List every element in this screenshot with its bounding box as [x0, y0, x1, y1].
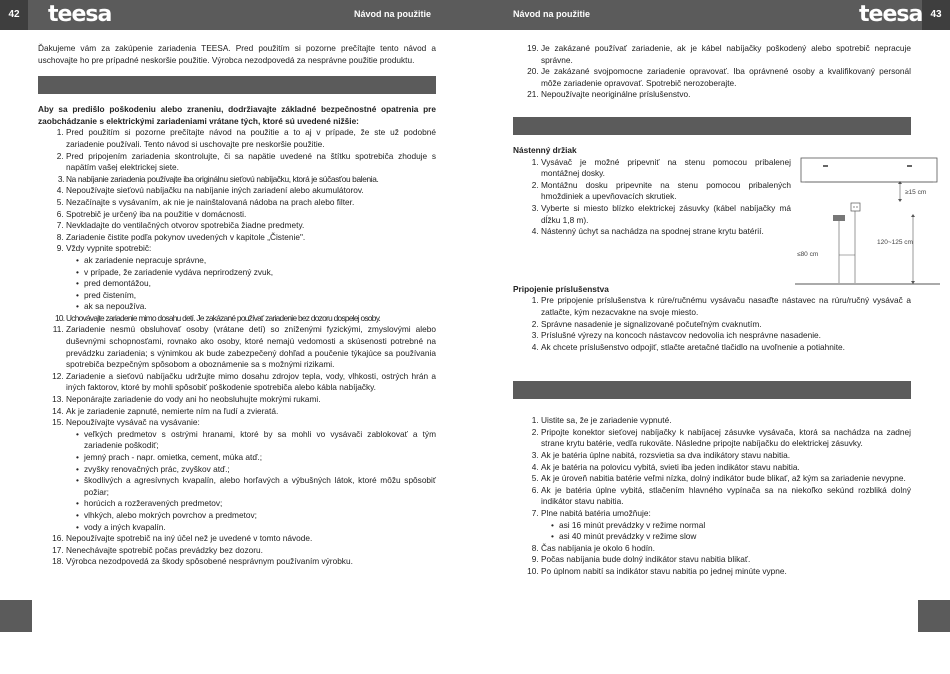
- list-item: 1. Pre pripojenie príslušenstva k rúre/ručnému vysávaču nasaďte nástavec na rúru/ručný vysávač a zatlačte, kým nezacvakne na svoje miesto.: [541, 295, 911, 318]
- list-item: 16. Nepoužívajte spotrebič na iný účel než je uvedené v tomto návode.: [66, 533, 436, 545]
- mount-plate-icon: [833, 215, 845, 221]
- list-item: • vody a iných kvapalín.: [76, 522, 436, 534]
- safety-list-continued: [38, 313, 436, 533]
- list-item: 20. Je zakázané svojpomocne zariadenie opravovať. Iba oprávnené osoby a kvalifikovaný personál môže zariadenie opravovať. Spotrebič nerozoberajte.: [541, 66, 911, 89]
- list-item: • asi 16 minút prevádzky v režime normal: [551, 520, 911, 532]
- list-item: • veľkých predmetov s ostrými hranami, ktoré by sa mohli vo vysávači zablokovať a tým zariadenie poškodiť;: [76, 429, 436, 452]
- list-item: 1. Vysávač je možné pripevniť na stenu pomocou pribalenej montážnej dosky.: [541, 157, 791, 180]
- height-label: 120~125 cm: [877, 239, 913, 246]
- list-item: 8. Zariadenie čistite podľa pokynov uvedených v kapitole „Čistenie".: [66, 232, 436, 244]
- list-item: • jemný prach - napr. omietka, cement, múka atď.;: [76, 452, 436, 464]
- list-item: 4. Nepoužívajte sieťovú nabíjačku na nabíjanie iných zariadení alebo akumulátorov.: [66, 185, 436, 197]
- left-page-header: [0, 0, 475, 30]
- list-item: 1. Pred použitím si pozorne prečítajte návod na použitie a to aj v prípade, že ste už podobné zariadenie používali. Tento návod si uschovajte pre neskoršie použitie.: [66, 127, 436, 150]
- right-side-tab: [918, 600, 950, 632]
- accessories-heading: Pripojenie príslušenstva: [513, 283, 609, 294]
- list-item: • ak sa nepoužíva.: [76, 301, 436, 313]
- list-item: 3. Príslušné výrezy na koncoch nástavcov nedovolia ich nesprávne nasadenie.: [541, 330, 911, 342]
- bullet-list: [66, 429, 436, 533]
- wall-mount-heading: Nástenný držiak: [513, 144, 577, 155]
- bullet-list: [541, 520, 911, 543]
- list-item: 10. Po úplnom nabití sa indikátor stavu nabitia po jednej minúte vypne.: [541, 566, 911, 578]
- list-item: 14. Ak je zariadenie zapnuté, nemierte ním na ľudí a zvieratá.: [66, 406, 436, 418]
- left-page-number: 42: [0, 0, 28, 30]
- list-item: 6. Spotrebič je určený iba na použitie v domácnosti.: [66, 209, 436, 221]
- list-item: 9. Počas nabíjania bude dolný indikátor stavu nabitia blikať.: [541, 554, 911, 566]
- list-item: 21. Nepoužívajte neoriginálne príslušenstvo.: [541, 89, 911, 101]
- safety-lead: Aby sa predišlo poškodeniu alebo zraneniu, dodržiavajte základné bezpečnostné opatrenia pre zaobchádzanie s elektrickými zariadeniami vrátane tých, ktoré sú uvedené nižšie:: [38, 104, 436, 126]
- list-item: 13. Neponárajte zariadenie do vody ani ho neobsluhujte mokrými rukami.: [66, 394, 436, 406]
- list-item: • škodlivých a agresívnych kvapalín, alebo horľavých a výbušných látok, ktoré môžu spôsobiť požiar;: [76, 475, 436, 498]
- list-item: • pred čistením,: [76, 290, 436, 302]
- wall-mount-diagram: [795, 155, 940, 285]
- list-item: 18. Výrobca nezodpovedá za škody spôsobené nesprávnym používaním výrobku.: [66, 556, 436, 568]
- list-item: • vlhkých, alebo mokrých povrchov a predmetov;: [76, 510, 436, 522]
- list-item: 8. Čas nabíjania je okolo 6 hodín.: [541, 543, 911, 555]
- list-item: 2. Montážnu dosku pripevnite na stenu pomocou pribalených hmoždiniek a upevňovacích skrutiek.: [541, 180, 791, 203]
- accessories-list: [513, 295, 911, 353]
- list-item: • horúcich a rozžeravených predmetov;: [76, 498, 436, 510]
- side-distance-label: ≤80 cm: [797, 251, 819, 258]
- list-item: 3. Ak je batéria úplne nabitá, rozsvietia sa dva indikátory stavu nabitia.: [541, 450, 911, 462]
- list-item: 7. Plne nabitá batéria umožňuje: • asi 16 minút prevádzky v režime normal • asi 40 minút prevádzky v režime slow: [541, 508, 911, 543]
- safety-list-end: [38, 533, 436, 568]
- list-item: • pred demontážou,: [76, 278, 436, 290]
- left-side-tab: [0, 600, 32, 632]
- teesa-logo-right: teesa: [859, 2, 923, 27]
- list-item: 9. Vždy vypnite spotrebič: • ak zariadenie nepracuje správne, • v prípade, že zariadenie vydáva neprirodzený zvuk, • pred demontážou, • pred čistením, • ak sa nepoužíva.: [66, 243, 436, 313]
- list-item: 1. Uistite sa, že je zariadenie vypnuté.: [541, 415, 911, 427]
- wall-mount-list: [513, 157, 791, 238]
- charging-list-continued: [513, 543, 911, 578]
- cabinet-shape: [801, 158, 937, 182]
- list-item: • ak zariadenie nepracuje správne,: [76, 255, 436, 267]
- right-page-number: 43: [922, 0, 950, 30]
- list-item: 12. Zariadenie a sieťovú nabíjačku udržujte mimo dosahu zdrojov tepla, vody, vlhkosti, ostrých hrán a iných faktorov, ktoré by mohli spôsobiť poškodenie spotrebiča alebo kábla nabíjačky.: [66, 371, 436, 394]
- list-item: 3. Na nabíjanie zariadenia používajte iba originálnu sieťovú nabíjačku, ktorá je súčasťou balenia.: [66, 174, 436, 186]
- list-item: 19. Je zakázané používať zariadenie, ak je kábel nabíjačky poškodený alebo spotrebič nepracuje správne.: [541, 43, 911, 66]
- left-header-title: Návod na použitie: [354, 9, 432, 19]
- teesa-logo-left: teesa: [48, 2, 112, 27]
- list-item: 5. Ak je úroveň nabitia batérie veľmi nízka, dolný indikátor bude blikať, až kým sa zariadenie nevypne.: [541, 473, 911, 485]
- bullet-list: [66, 255, 436, 313]
- right-page-header: [475, 0, 950, 30]
- list-item: 2. Správne nasadenie je signalizované počuteľným cvaknutím.: [541, 319, 911, 331]
- list-item: 11. Zariadenie nesmú obsluhovať osoby (vrátane detí) so zníženými fyzickými, zmyslovými alebo duševnými schopnosťami, rovnako ako osoby, ktoré nemajú vedomosti a skúsenosti potrebné na prevádzku zariadenia; s výnimkou ak bude zabezpečený dohľad a poučenie týkajúce sa používania spotrebiča bezpečným spôsobom a oboznámenie sa s možnými rizikami.: [66, 324, 436, 370]
- list-item: 7. Nevkladajte do ventilačných otvorov spotrebiča žiadne predmety.: [66, 220, 436, 232]
- list-item: 4. Ak chcete príslušenstvo odpojiť, stlačte aretačné tlačidlo na uvoľnenie a potiahnite.: [541, 342, 911, 354]
- charging-section-banner: [513, 381, 911, 399]
- wall-socket-icon: [851, 203, 860, 211]
- list-item: • zvyšky renovačných prác, zvyškov atď.;: [76, 464, 436, 476]
- list-item: • v prípade, že zariadenie vydáva neprirodzený zvuk,: [76, 267, 436, 279]
- list-item: 3. Vyberte si miesto blízko elektrickej zásuvky (kábel nabíjačky má dĺžku 1,8 m).: [541, 203, 791, 226]
- list-item: 17. Nenechávajte spotrebič počas prevádzky bez dozoru.: [66, 545, 436, 557]
- safety-section-banner: [38, 76, 436, 94]
- left-column: [38, 43, 436, 568]
- list-item: 15. Nepoužívajte vysávač na vysávanie: • veľkých predmetov s ostrými hranami, ktoré by sa mohli vo vysávači zablokovať a tým zariadenie poškodiť; • jemný prach - napr. omietka, cement, múka atď.; • zvyšky renovačných prác, zvyškov atď.; • škodlivých a agresívnych kvapalín, alebo horľavých a výbušných látok, ktoré môžu spôsobiť požiar; • horúcich a rozžeravených predmetov; • vlhkých, alebo mokrých povrchov a predmetov; • vody a iných kvapalín.: [66, 417, 436, 533]
- charging-list: [513, 415, 911, 543]
- right-column: [513, 43, 911, 578]
- intro-paragraph: Ďakujeme vám za zakúpenie zariadenia TEESA. Pred použitím si pozorne prečítajte tento návod a uschovajte ho pre prípadné neskoršie použitie. Výrobca nezodpovedá za nesprávne použitie produktu.: [38, 43, 436, 65]
- list-item: 2. Pripojte konektor sieťovej nabíjačky k nabíjacej zásuvke vysávača, ktorá sa nachádza na zadnej strane krytu batérie, vedľa rukoväte. Následne pripojte nabíjačku do elektrickej zásuvky.: [541, 427, 911, 450]
- installation-section-banner: [513, 117, 911, 135]
- list-item: 2. Pred pripojením zariadenia skontrolujte, či sa napätie uvedené na štítku spotrebiča zhoduje s napätím vašej elektrickej siete.: [66, 151, 436, 174]
- list-item: 4. Ak je batéria na polovicu vybitá, svieti iba jeden indikátor stavu nabitia.: [541, 462, 911, 474]
- list-item: 5. Nezačínajte s vysávaním, ak nie je nainštalovaná nádoba na prach alebo filter.: [66, 197, 436, 209]
- list-item: 10. Uchovávajte zariadenie mimo dosahu detí. Je zakázané používať zariadenie bez dozoru dospelej osoby.: [66, 313, 436, 325]
- safety-list: [38, 127, 436, 313]
- right-header-title: Návod na použitie: [513, 9, 591, 19]
- clearance-label: ≥15 cm: [905, 189, 927, 196]
- list-item: 6. Ak je batéria úplne vybitá, stlačením hlavného vypínača sa na niekoľko sekúnd rozbliká dolný indikátor stavu nabitia.: [541, 485, 911, 508]
- list-item: • asi 40 minút prevádzky v režime slow: [551, 531, 911, 543]
- safety-list-final: [513, 43, 911, 101]
- list-item: 4. Nástenný úchyt sa nachádza na spodnej strane krytu batérií.: [541, 226, 791, 238]
